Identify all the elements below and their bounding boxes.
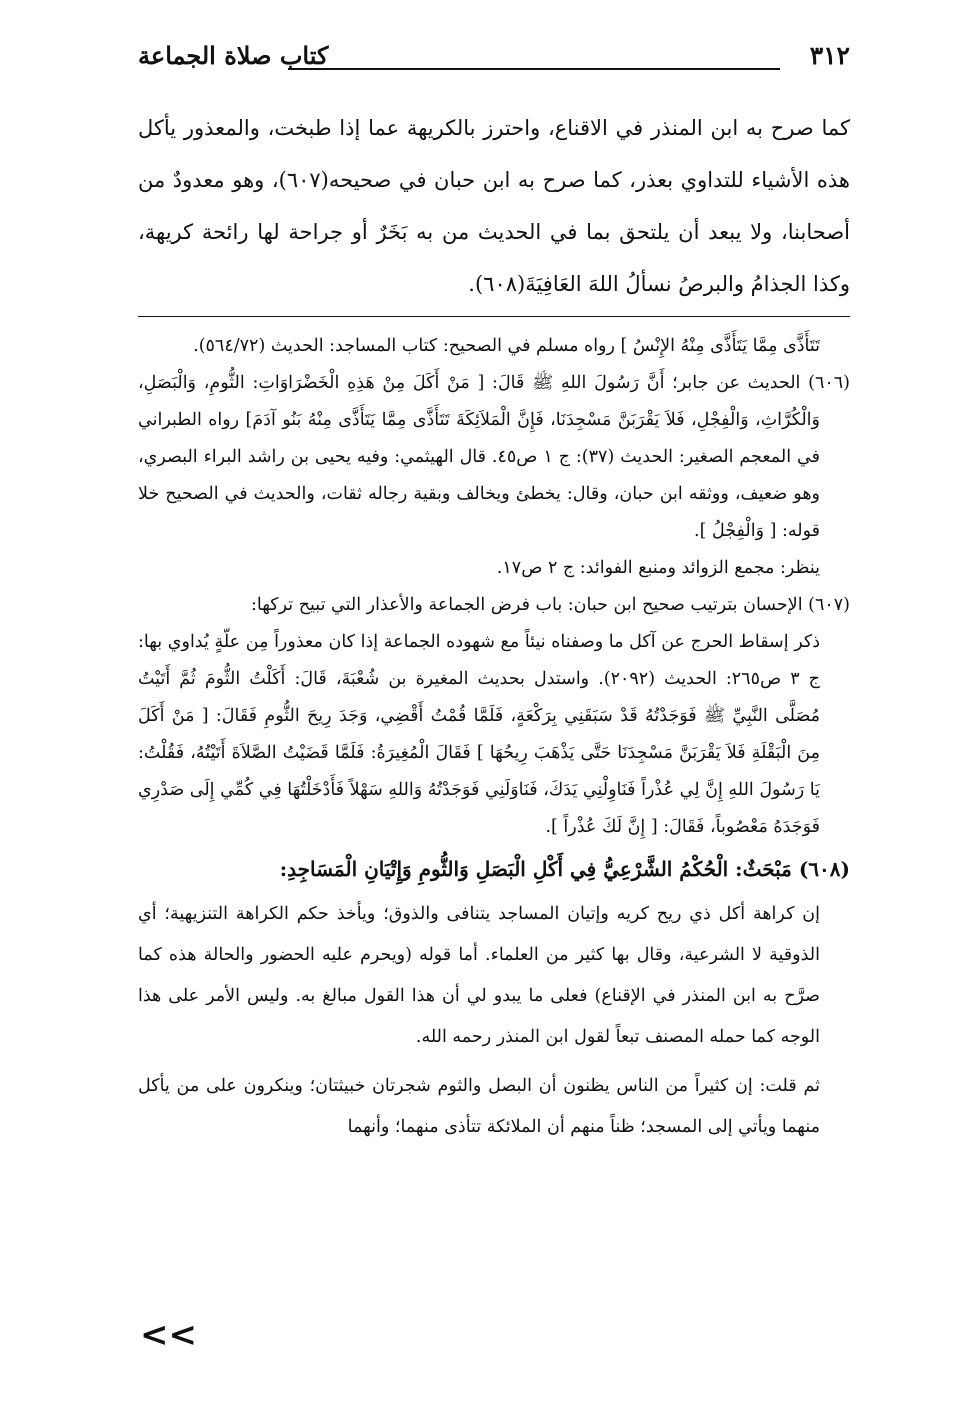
continuation-mark: << bbox=[140, 1315, 197, 1355]
footnote-608-heading: (٦٠٨) مَبْحَثٌ: الْحُكْمُ الشَّرْعِيُّ فِي أَكْلِ الْبَصَلِ وَالثُّومِ وَإِتْيَانِ الْمَسَاجِدِ: bbox=[279, 857, 850, 881]
footnote-separator bbox=[138, 316, 850, 317]
header-rule bbox=[288, 68, 780, 70]
footnote-607-text: ذكر إسقاط الحرج عن آكل ما وصفناه نيئاً مع شهوده الجماعة إذا كان معذوراً مِن علّةٍ يُداوي بها: ج ٣ ص٢٦٥: الحديث (٢٠٩٢). واستدل بحديث المغيرة بن شُعْبَةَ، قَالَ: أَكَلْتُ الثُّومَ ثُمَّ أَتَيْتُ مُصَلَّى النَّبِيِّ ﷺ فَوَجَدْتُهُ قَدْ سَبَقَنِي بِرَكْعَةٍ، فَلَمَّا قُمْتُ أَقْضِي، وَجَدَ رِيحَ الثُّومِ فَقَالَ: [ مَنْ أَكَلَ مِنَ الْبَقْلَةِ فَلاَ يَقْرَبَنَّ مَسْجِدَنَا حَتَّى يَذْهَبَ رِيحُهَا ] فَقَالَ الْمُغِيرَةُ: فَلَمَّا قَضَيْتُ الصَّلاَةَ أَتَيْتُهُ، فَقُلْتُ: يَا رَسُولَ اللهِ إِنَّ لِي عُذْراً فَنَاوِلْنِي يَدَكَ، فَنَاوَلَنِي فَوَجَدْتُهُ وَاللهِ سَهْلاً فَأَدْخَلْتُهَا فِي كُمِّي إِلَى صَدْرِي فَوَجَدَهُ مَعْصُوباً، فَقَالَ: [ إِنَّ لَكَ عُذْراً ]. bbox=[138, 632, 820, 837]
footnotes bbox=[138, 328, 850, 1148]
footnote-607: (٦٠٧) الإحسان بترتيب صحيح ابن حبان: باب فرض الجماعة والأعذار التي تبيح تركها: bbox=[251, 595, 850, 615]
footnote-608-paragraph-1: إن كراهة أكل ذي ريح كريه وإتيان المساجد يتنافى والذوق؛ ويأخذ حكم الكراهة التنزيهية؛ أي الذوقية لا الشرعية، وقال بها كثير من العلماء. أما قوله (ويحرم عليه الحضور والحالة هذه كما صرَّح به ابن المنذر في الإقناع) فعلى ما يبدو لي أن هذا القول مبالغ به. وليس الأمر على هذا الوجه كما حمله المصنف تبعاً لقول ابن المنذر رحمه الله. bbox=[138, 904, 820, 1047]
footnote-608-paragraph-2: ثم قلت: إن كثيراً من الناس يظنون أن البصل والثوم شجرتان خبيثتان؛ وينكرون على من يأكل منهما ويأتي إلى المسجد؛ ظناً منهم أن الملائكة تتأذى منهما؛ وأنهما bbox=[138, 1076, 820, 1137]
page-header bbox=[138, 38, 850, 78]
footnote-606-reference: ينظر: مجمع الزوائد ومنبع الفوائد: ج ٢ ص١٧. bbox=[496, 558, 820, 578]
page-number: ٣١٢ bbox=[809, 41, 850, 70]
main-text bbox=[138, 102, 850, 310]
footnote-606: (٦٠٦) الحديث عن جابر؛ أَنَّ رَسُولَ اللهِ ﷺ قَالَ: [ مَنْ أَكَلَ مِنْ هَذِهِ الْخَضْرَاوَاتِ: الثُّومِ، وَالْبَصَلِ، وَالْكُرَّاثِ، وَالْفِجْلِ، فَلاَ يَقْرَبَنَّ مَسْجِدَنَا، فَإِنَّ الْمَلاَئِكَةَ تَتَأَذَّى مِمَّا يَتَأَذَّى مِنْهُ بَنُو آدَمَ] رواه الطبراني في المعجم الصغير: الحديث (٣٧): ج ١ ص٤٥. قال الهيثمي: وفيه يحيى بن راشد البراء البصري، وهو ضعيف، ووثقه ابن حبان، وقال: يخطئ ويخالف وبقية رجاله ثقات، والحديث في الصحيح خلا قوله: [ وَالْفِجْلُ ]. bbox=[138, 373, 850, 541]
running-title: كتاب صلاة الجماعة bbox=[138, 41, 329, 70]
main-paragraph: كما صرح به ابن المنذر في الاقناع، واحترز بالكريهة عما إذا طبخت، والمعذور يأكل هذه الأشياء للتداوي بعذر، كما صرح به ابن حبان في صحيحه(٦٠٧)، وهو معدودٌ من أصحابنا، ولا يبعد أن يلتحق بما في الحديث من به بَخَرٌ أو جراحة لها رائحة كريهة، وكذا الجذامُ والبرصُ نسألُ اللهَ العَافِيَةَ(٦٠٨). bbox=[138, 116, 850, 296]
footnote-continuation: تَتَأَذَّى مِمَّا يَتَأَذَّى مِنْهُ الإِنْسُ ] رواه مسلم في الصحيح: كتاب المساجد: الحديث (٥٦٤/٧٢). bbox=[193, 336, 820, 356]
